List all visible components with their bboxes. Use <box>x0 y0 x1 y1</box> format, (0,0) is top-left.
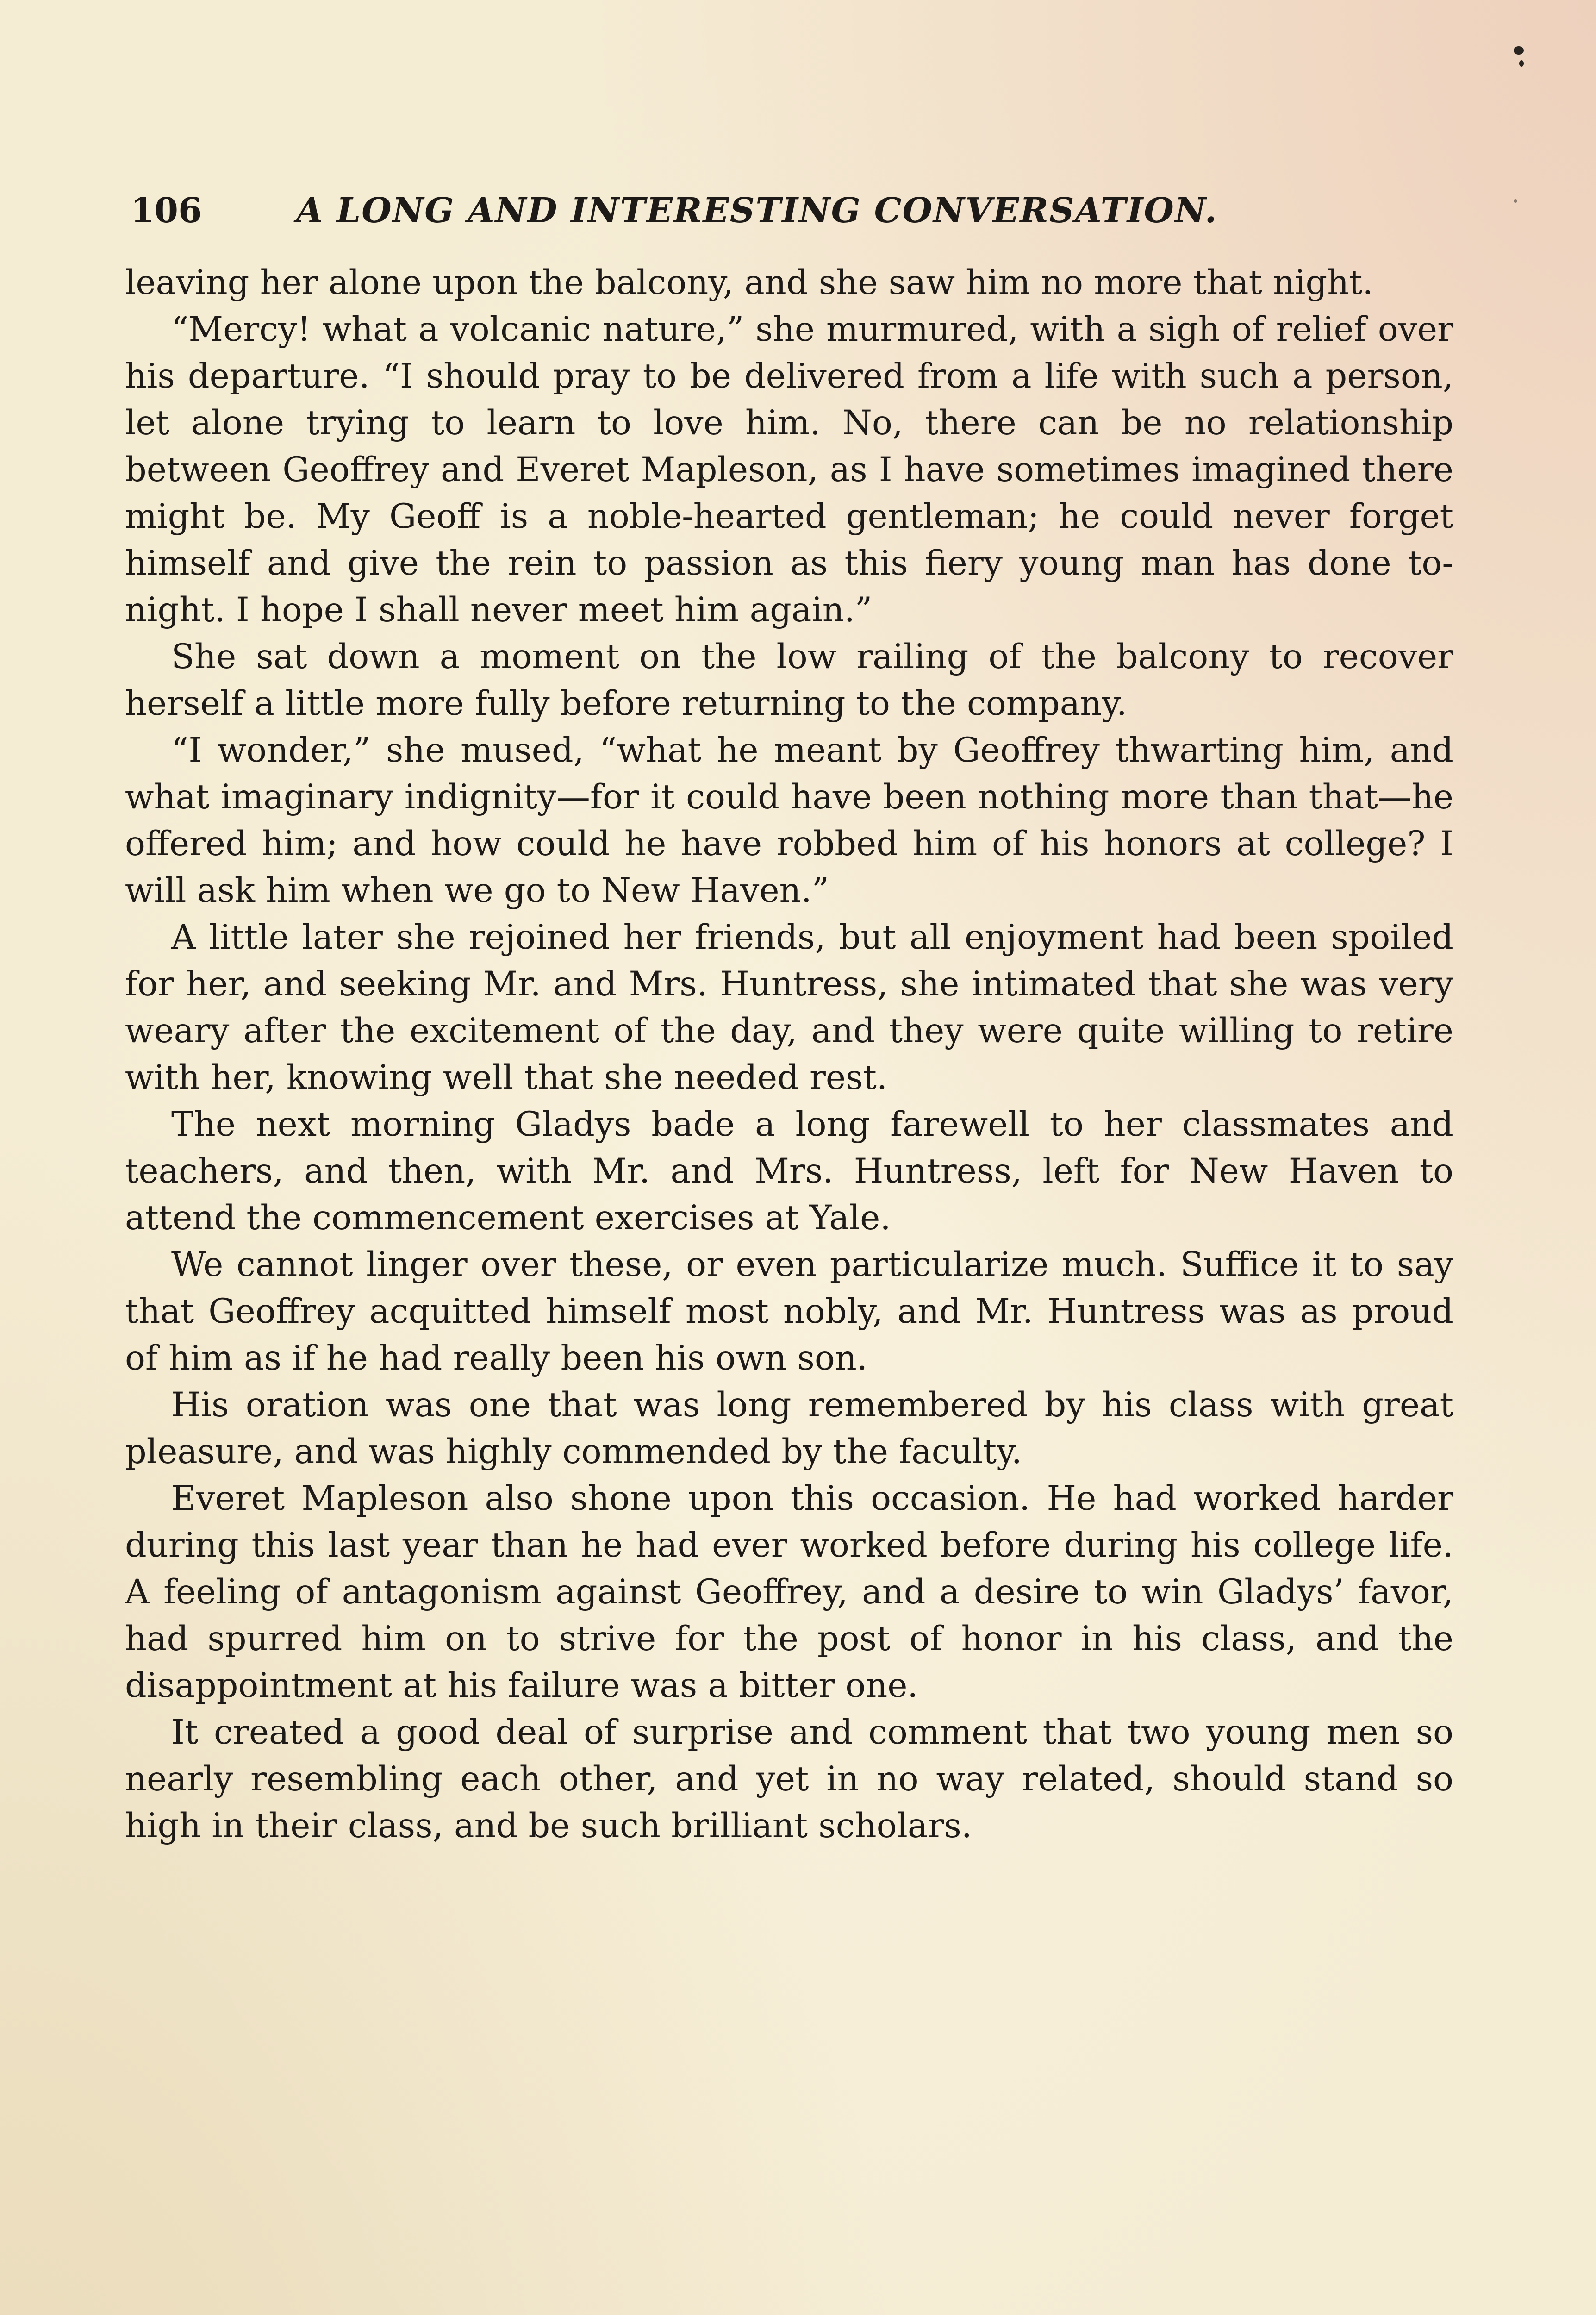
paragraph-5: A little later she rejoined her friends, but all enjoyment had been spoiled for her, and seeking Mr. and Mrs. Huntress, she intimated that she was very weary after the excitement of the day, and they were quite willing to retire with her, knowing well that she needed rest. <box>125 918 1453 1097</box>
paragraph-9: Everet Mapleson also shone upon this occasion. He had worked harder during this last year than he had ever worked before during his college life. A feeling of antagonism against Geoffrey, and a desire to win Gladys’ favor, had spurred him on to strive for the post of honor in his class, and the disappointment at his failure was a bitter one. <box>125 1479 1453 1705</box>
running-title: A LONG AND INTERESTING CONVERSATION. <box>296 191 1218 231</box>
paragraph-10: It created a good deal of surprise and comment that two young men so nearly resembling each other, and yet in no way related, should stand so high in their class, and be such brilliant scholars. <box>125 1713 1453 1846</box>
paragraph-2: “Mercy! what a volcanic nature,” she murmured, with a sigh of relief over his departure. “I should pray to be delivered from a life with such a person, let alone trying to learn to love him. No, there can be no relationship between Geoffrey and Everet Mapleson, as I have sometimes imagined there might be. My Geoff is a noble-hearted gentleman; he could never forget himself and give the rein to passion as this fiery young man has done to-night. I hope I shall never meet him again.” <box>125 310 1453 630</box>
ink-speck <box>1519 60 1524 67</box>
paragraph-6: The next morning Gladys bade a long farewell to her classmates and teachers, and then, with Mr. and Mrs. Huntress, left for New Haven to attend the commencement exercises at Yale. <box>125 1105 1453 1238</box>
page-number: 106 <box>131 191 202 231</box>
paragraph-3: She sat down a moment on the low railing of the balcony to recover herself a little more fully before returning to the company. <box>125 637 1453 723</box>
body-text <box>125 259 1453 1849</box>
running-header <box>125 181 1453 241</box>
paragraph-4: “I wonder,” she mused, “what he meant by Geoffrey thwarting him, and what imaginary indignity—for it could have been nothing more than that—he offered him; and how could he have robbed him of his honors at college? I will ask him when we go to New Haven.” <box>125 731 1453 910</box>
paragraph-8: His oration was one that was long remembered by his class with great pleasure, and was highly commended by the faculty. <box>125 1385 1453 1471</box>
ink-speck <box>1514 199 1517 203</box>
paragraph-7: We cannot linger over these, or even particularize much. Suffice it to say that Geoffrey acquitted himself most nobly, and Mr. Huntress was as proud of him as if he had really been his own son. <box>125 1245 1453 1378</box>
page-content <box>125 181 1453 2315</box>
paragraph-1: leaving her alone upon the balcony, and she saw him no more that night. <box>125 263 1373 302</box>
ink-speck <box>1514 46 1524 55</box>
